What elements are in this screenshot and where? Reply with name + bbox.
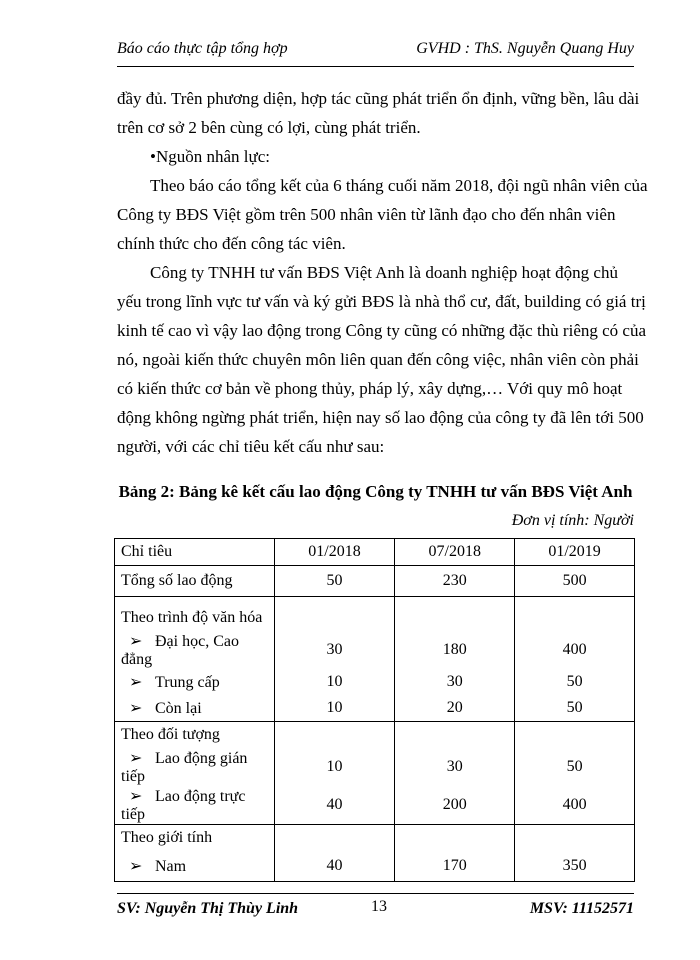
cell-value: 10 (274, 748, 395, 786)
cell-value: 10 (274, 669, 395, 695)
footer-rule (117, 893, 634, 894)
table-row (115, 851, 635, 882)
row-label: Nam (155, 858, 187, 875)
section-title: Theo giới tính (115, 825, 275, 852)
section-title: Theo đối tượng (115, 722, 275, 749)
text-line: đầy đủ. Trên phương diện, hợp tác cũng phát triển ổn định, vững bền, lâu dài (117, 89, 640, 108)
table-row (115, 669, 635, 695)
cell-value: 50 (515, 695, 635, 722)
cell-value: 400 (515, 786, 635, 825)
paragraph-cooperation (117, 84, 640, 142)
paragraph-staff-report (117, 171, 648, 258)
column-header: Chỉ tiêu (115, 539, 275, 566)
cell-value: 200 (395, 786, 515, 825)
text-line: Công ty BĐS Việt gồm trên 500 nhân viên từ lãnh đạo cho đến nhân viên (117, 205, 616, 224)
cell-value: 500 (515, 566, 635, 597)
cell-value: 50 (274, 566, 395, 597)
arrow-bullet-icon: ➢ (129, 700, 143, 717)
labor-structure-table (114, 538, 635, 882)
arrow-bullet-icon: ➢ (129, 750, 143, 767)
table-row (115, 631, 635, 669)
row-label: Tổng số lao động (115, 566, 275, 597)
table-row-total (115, 566, 635, 597)
table-row (115, 786, 635, 825)
cell-value: 30 (395, 748, 515, 786)
cell-value: 230 (395, 566, 515, 597)
table-spacer (115, 597, 635, 606)
header-report-title: Báo cáo thực tập tổng hợp (117, 40, 288, 57)
text-line: nó, ngoài kiến thức chuyên môn liên quan đến công việc, nhân viên còn phải (117, 350, 639, 369)
cell-value: 40 (274, 851, 395, 882)
text-line: có kiến thức cơ bản về phong thủy, pháp lý, xây dựng,… Với quy mô hoạt (117, 379, 623, 398)
text-line: Công ty TNHH tư vấn BĐS Việt Anh là doanh nghiệp hoạt động chủ (150, 263, 618, 282)
arrow-bullet-icon: ➢ (129, 633, 143, 650)
column-header: 01/2019 (515, 539, 635, 566)
header-rule (117, 66, 634, 67)
text-line: động không ngừng phát triển, hiện nay số lao động của công ty đã lên tới 500 (117, 408, 644, 427)
cell-value: 30 (395, 669, 515, 695)
table-header-row (115, 539, 635, 566)
text-line: yếu trong lĩnh vực tư vấn và ký gửi BĐS là nhà thổ cư, đất, building có giá trị (117, 292, 646, 311)
table-section-education (115, 605, 635, 631)
text-line: Theo báo cáo tổng kết của 6 tháng cuối năm 2018, đội ngũ nhân viên của (150, 176, 648, 195)
row-label: Còn lại (155, 700, 202, 717)
column-header: 07/2018 (395, 539, 515, 566)
cell-value: 30 (274, 631, 395, 669)
row-label: Trung cấp (155, 674, 220, 691)
column-header: 01/2018 (274, 539, 395, 566)
section-title: Theo trình độ văn hóa (115, 605, 275, 631)
cell-value: 350 (515, 851, 635, 882)
table-section-gender (115, 825, 635, 852)
cell-value: 170 (395, 851, 515, 882)
cell-value: 50 (515, 748, 635, 786)
cell-value: 10 (274, 695, 395, 722)
table-row (115, 695, 635, 722)
table-caption: Bảng 2: Bảng kê kết cấu lao động Công ty TNHH tư vấn BĐS Việt Anh (118, 482, 633, 501)
table-section-subject (115, 722, 635, 749)
table-unit: Đơn vị tính: Người (511, 512, 634, 529)
text-line: •Nguồn nhân lực: (150, 147, 270, 166)
row-label: Đại học, Cao đẳng (121, 633, 239, 668)
row-label: Lao động trực tiếp (121, 788, 246, 823)
page-header (117, 40, 634, 62)
arrow-bullet-icon: ➢ (129, 858, 143, 875)
paragraph-company-description (117, 258, 647, 461)
arrow-bullet-icon: ➢ (129, 674, 143, 691)
bullet-human-resources (150, 142, 667, 171)
footer-student-name: SV: Nguyễn Thị Thùy Linh (117, 900, 299, 917)
cell-value: 40 (274, 786, 395, 825)
footer-student-id: MSV: 11152571 (529, 900, 634, 917)
header-advisor: GVHD : ThS. Nguyễn Quang Huy (416, 40, 634, 57)
text-line: trên cơ sở 2 bên cùng có lợi, cùng phát triển. (117, 118, 421, 137)
cell-value: 20 (395, 695, 515, 722)
arrow-bullet-icon: ➢ (129, 788, 143, 805)
cell-value: 180 (395, 631, 515, 669)
cell-value: 50 (515, 669, 635, 695)
page-number: 13 (371, 898, 387, 915)
cell-value: 400 (515, 631, 635, 669)
table-row (115, 748, 635, 786)
row-label: Lao động gián tiếp (121, 750, 248, 785)
text-line: người, với các chỉ tiêu kết cấu như sau: (117, 437, 385, 456)
text-line: kinh tế cao vì vậy lao động trong Công ty cũng có những đặc thù riêng có của (117, 321, 647, 340)
text-line: chính thức cho đến công tác viên. (117, 234, 346, 253)
